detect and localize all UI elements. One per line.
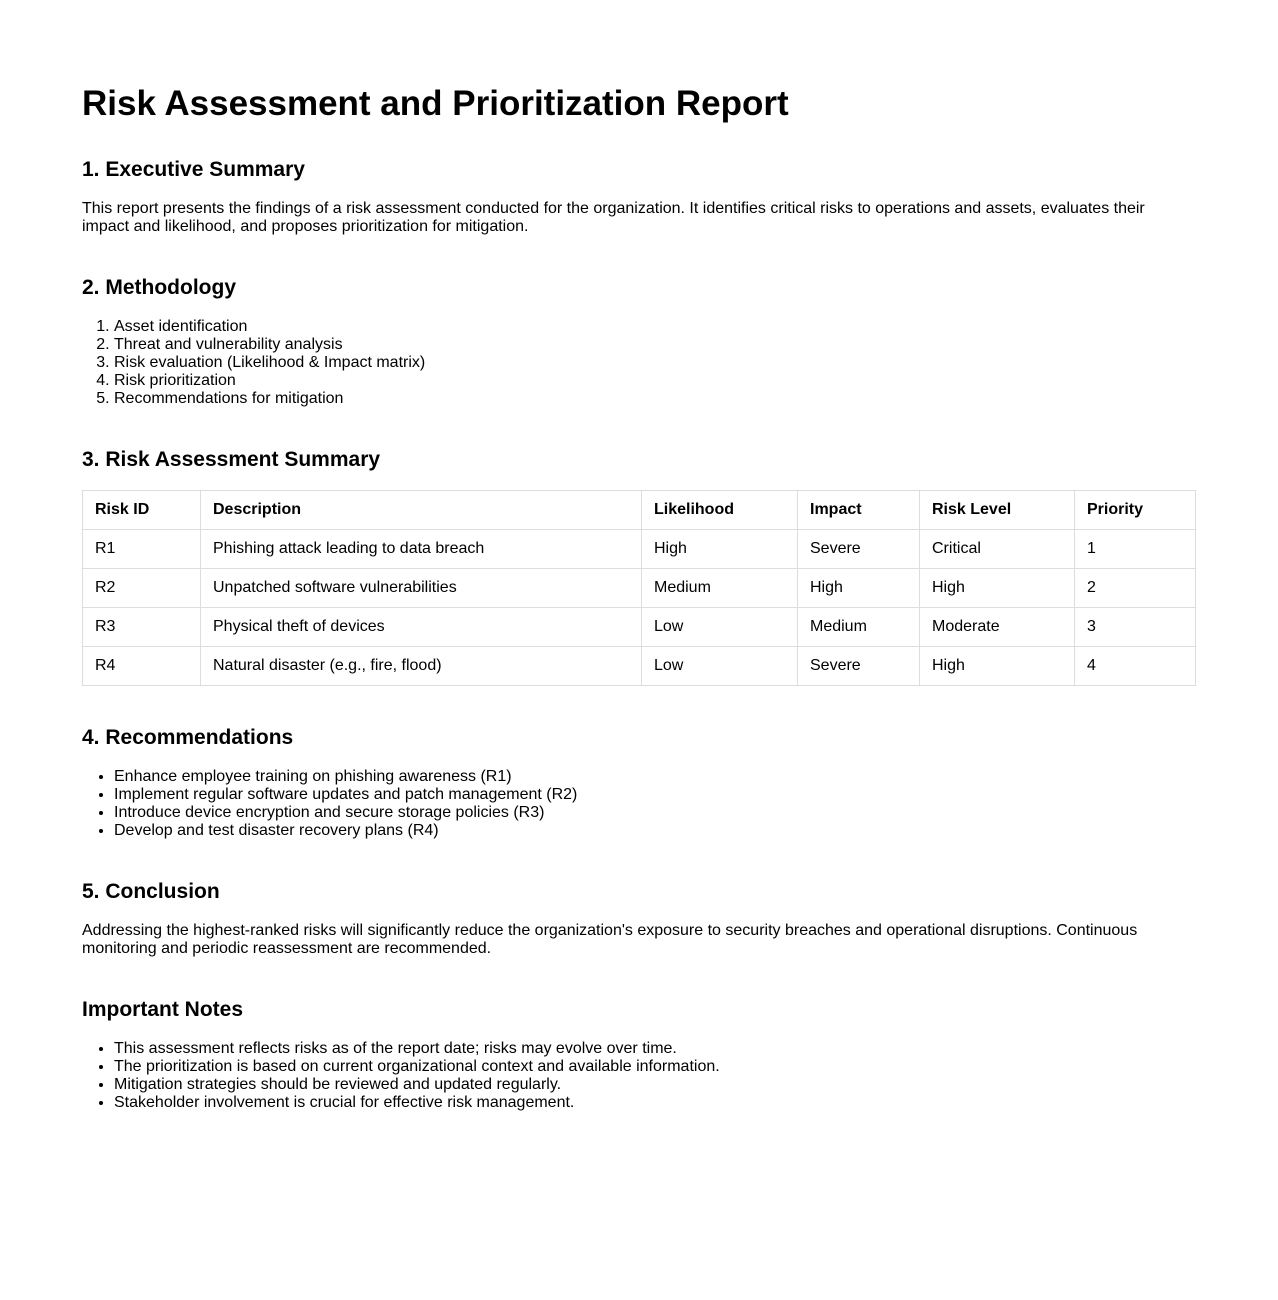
notes-list xyxy=(82,1040,1196,1112)
risk-summary-heading: 3. Risk Assessment Summary xyxy=(82,448,381,471)
cell-likelihood: Medium xyxy=(642,569,798,608)
cell-risk-level: High xyxy=(920,647,1075,686)
executive-summary-heading: 1. Executive Summary xyxy=(82,158,305,181)
column-header-risk-id: Risk ID xyxy=(83,491,201,530)
cell-likelihood: Low xyxy=(642,608,798,647)
list-item: • Mitigation strategies should be reviewed and updated regularly. xyxy=(114,1076,1196,1094)
table-row xyxy=(83,647,1196,686)
list-item: • This assessment reflects risks as of the report date; risks may evolve over time. xyxy=(114,1040,1196,1058)
list-item: 5. Recommendations for mitigation xyxy=(114,390,1196,408)
cell-impact: Medium xyxy=(798,608,920,647)
list-item: • The prioritization is based on current organizational context and available information. xyxy=(114,1058,1196,1076)
column-header-impact: Impact xyxy=(798,491,920,530)
cell-description: Unpatched software vulnerabilities xyxy=(201,569,642,608)
cell-risk-level: Critical xyxy=(920,530,1075,569)
methodology-list xyxy=(82,318,1196,408)
conclusion-heading: 5. Conclusion xyxy=(82,880,220,903)
risk-table xyxy=(82,490,1196,686)
cell-risk-level: High xyxy=(920,569,1075,608)
list-item: • Develop and test disaster recovery plans (R4) xyxy=(114,822,1196,840)
list-item: 1. Asset identification xyxy=(114,318,1196,336)
cell-priority: 1 xyxy=(1075,530,1196,569)
cell-impact: Severe xyxy=(798,530,920,569)
list-item: • Implement regular software updates and patch management (R2) xyxy=(114,786,1196,804)
cell-impact: High xyxy=(798,569,920,608)
column-header-priority: Priority xyxy=(1075,491,1196,530)
cell-impact: Severe xyxy=(798,647,920,686)
cell-likelihood: Low xyxy=(642,647,798,686)
conclusion-text: Addressing the highest-ranked risks will significantly reduce the organization's exposure to security breaches and operational disruptions. Continuous monitoring and periodic reassessment are recommended. xyxy=(82,922,1138,957)
cell-description: Physical theft of devices xyxy=(201,608,642,647)
list-item: 3. Risk evaluation (Likelihood & Impact matrix) xyxy=(114,354,1196,372)
list-item: 4. Risk prioritization xyxy=(114,372,1196,390)
list-item: • Enhance employee training on phishing awareness (R1) xyxy=(114,768,1196,786)
executive-summary-text: This report presents the findings of a risk assessment conducted for the organization. It identifies critical risks to operations and assets, evaluates their impact and likelihood, and proposes prioritization for mitigation. xyxy=(82,200,1145,235)
table-row xyxy=(83,530,1196,569)
list-item: • Introduce device encryption and secure storage policies (R3) xyxy=(114,804,1196,822)
cell-risk-id: R3 xyxy=(83,608,201,647)
page-title: Risk Assessment and Prioritization Report xyxy=(82,84,789,123)
cell-risk-id: R1 xyxy=(83,530,201,569)
table-row xyxy=(83,608,1196,647)
cell-priority: 2 xyxy=(1075,569,1196,608)
list-item: • Stakeholder involvement is crucial for effective risk management. xyxy=(114,1094,1196,1112)
recommendations-heading: 4. Recommendations xyxy=(82,726,294,749)
column-header-likelihood: Likelihood xyxy=(642,491,798,530)
cell-priority: 3 xyxy=(1075,608,1196,647)
methodology-heading: 2. Methodology xyxy=(82,276,236,299)
table-row xyxy=(83,569,1196,608)
table-header-row xyxy=(83,491,1196,530)
list-item: 2. Threat and vulnerability analysis xyxy=(114,336,1196,354)
cell-description: Natural disaster (e.g., fire, flood) xyxy=(201,647,642,686)
notes-heading: Important Notes xyxy=(82,998,244,1021)
cell-risk-id: R2 xyxy=(83,569,201,608)
recommendations-list xyxy=(82,768,1196,840)
column-header-risk-level: Risk Level xyxy=(920,491,1075,530)
cell-likelihood: High xyxy=(642,530,798,569)
column-header-description: Description xyxy=(201,491,642,530)
cell-risk-id: R4 xyxy=(83,647,201,686)
cell-risk-level: Moderate xyxy=(920,608,1075,647)
cell-description: Phishing attack leading to data breach xyxy=(201,530,642,569)
cell-priority: 4 xyxy=(1075,647,1196,686)
